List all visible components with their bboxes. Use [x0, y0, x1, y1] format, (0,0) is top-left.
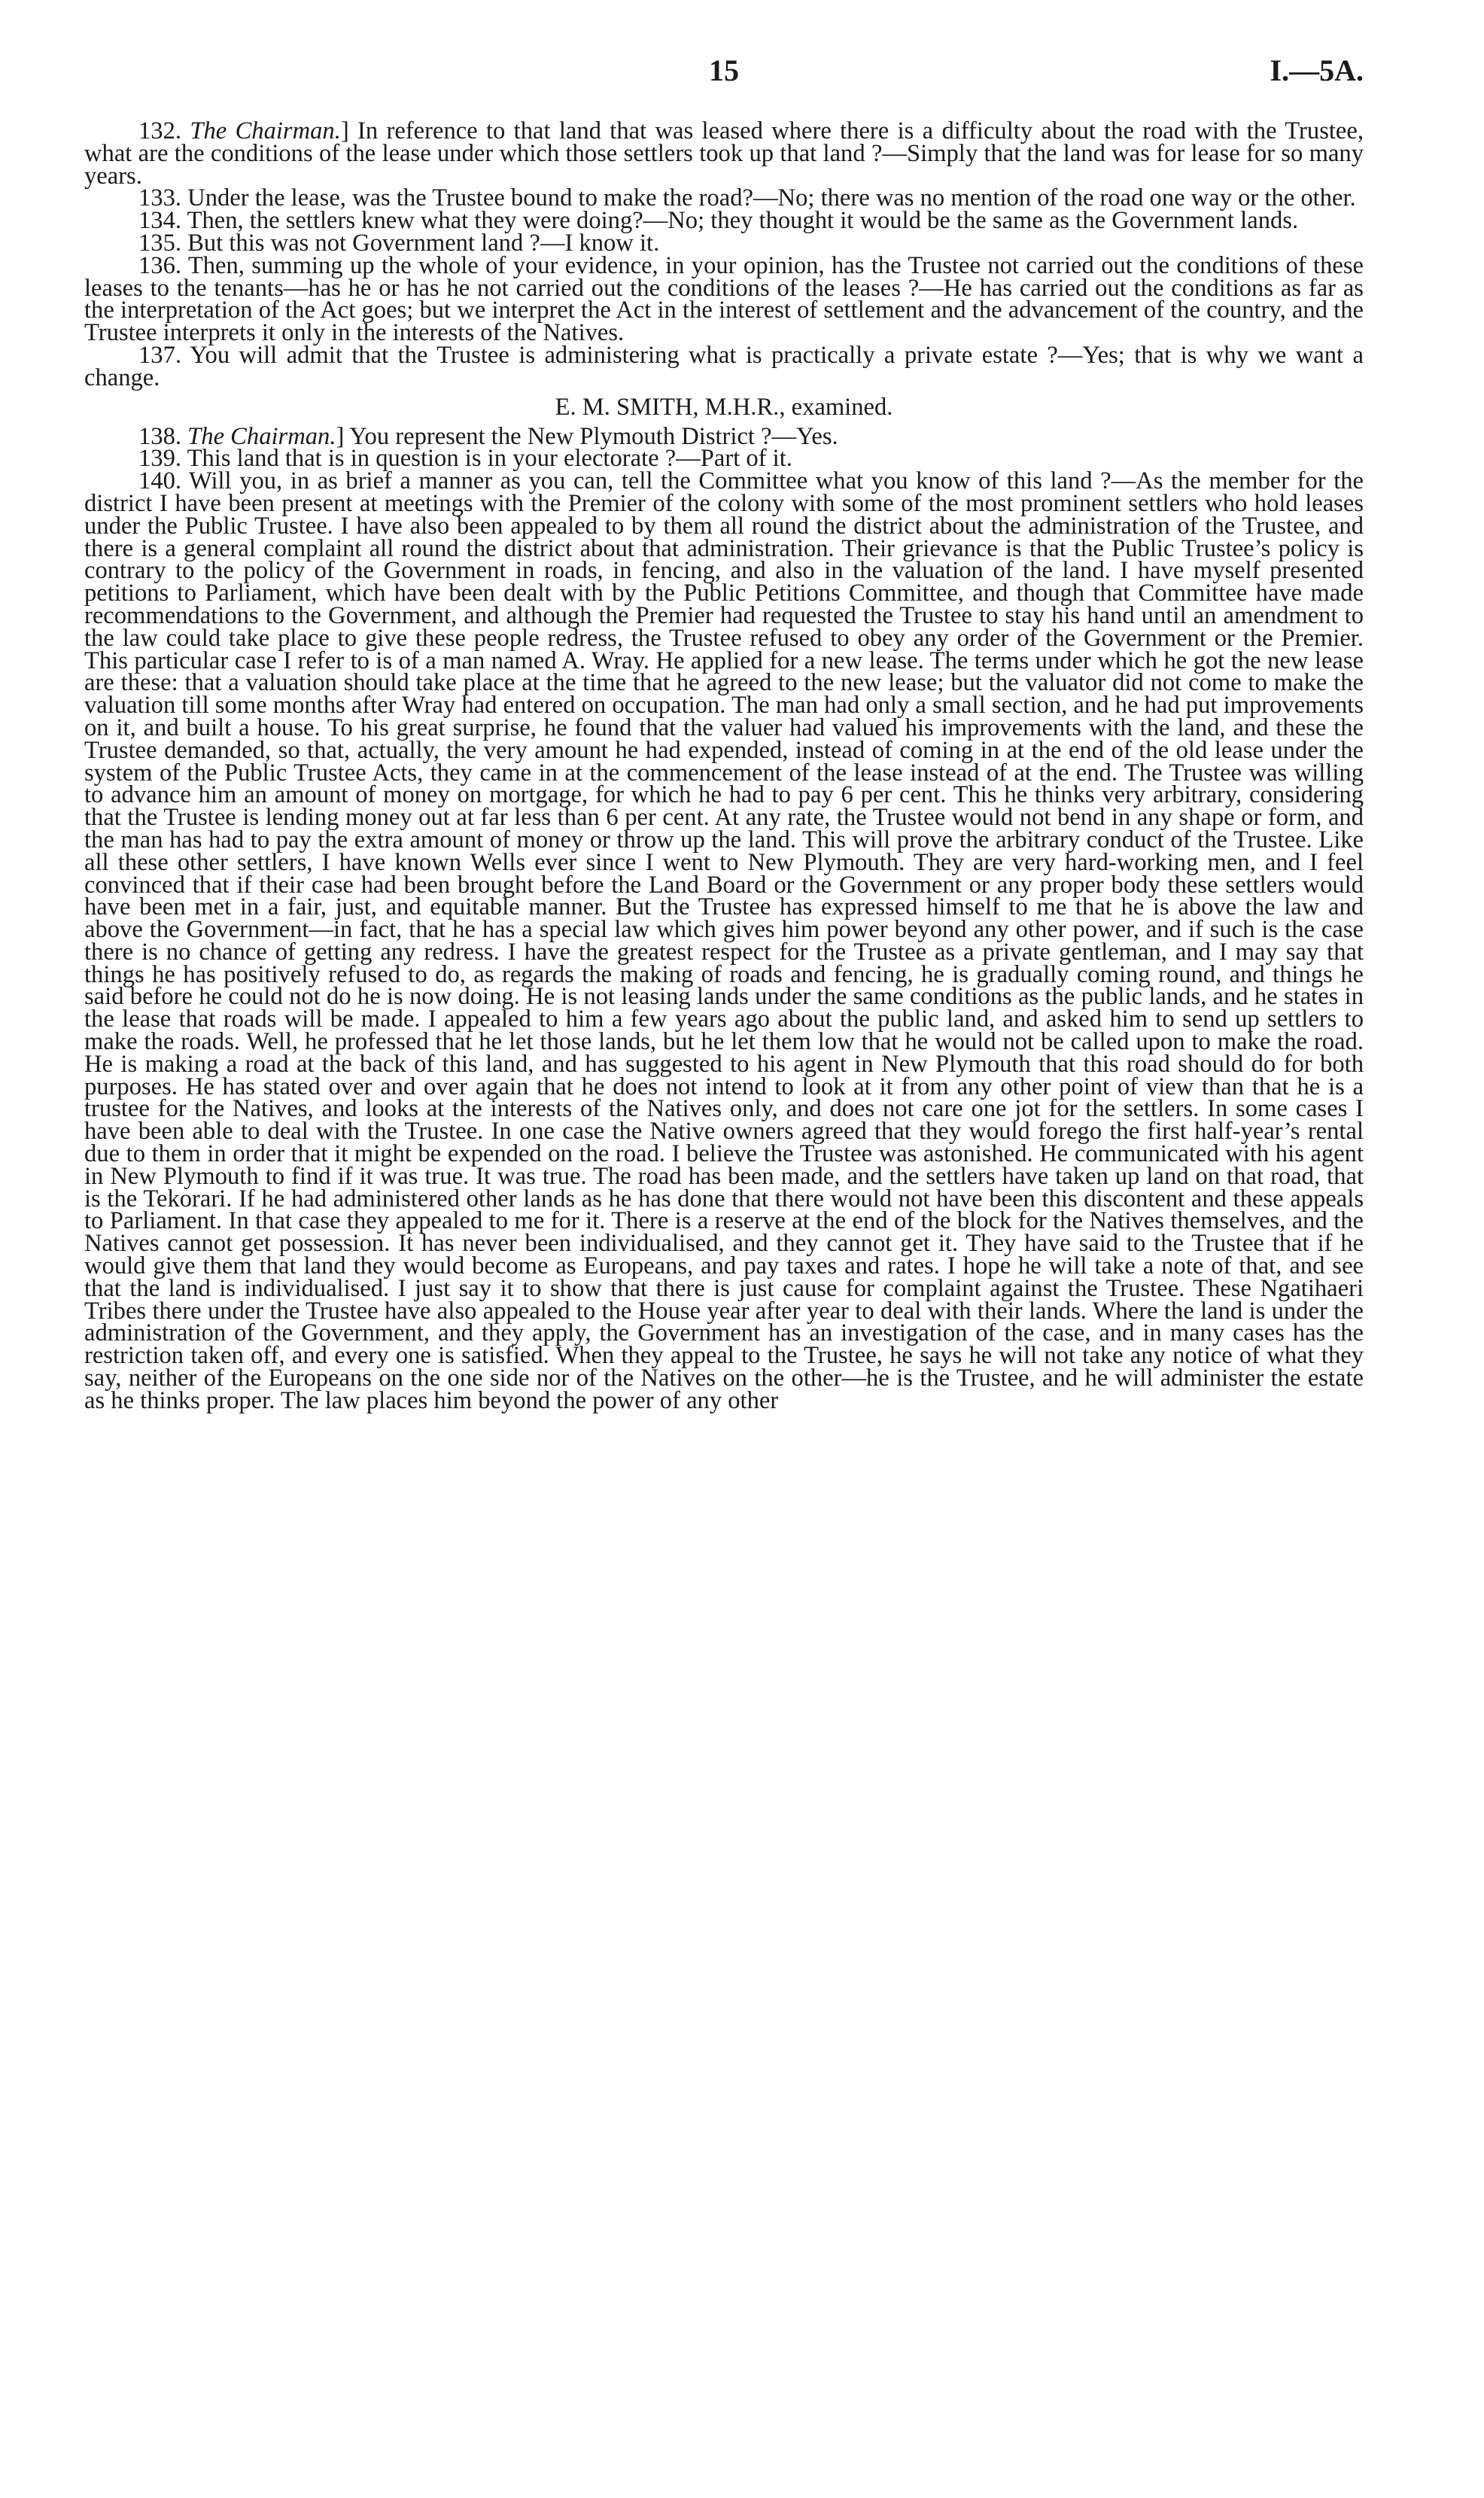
paragraph-number: 139.: [138, 445, 182, 473]
paragraph-137: [84, 341, 1364, 391]
paragraph-number: 140.: [138, 467, 182, 495]
page-header: [84, 53, 1364, 120]
paragraph-text: Under the lease, was the Trustee bound to make the road?—No; there was no mention of the road one way or the other.: [187, 184, 1356, 212]
paragraph-number: 135.: [138, 229, 182, 257]
speaker-name: The Chairman.: [187, 422, 336, 450]
paragraph-text: This land that is in question is in your electorate ?—Part of it.: [187, 445, 792, 473]
paragraph-number: 137.: [138, 341, 182, 369]
body-text: [84, 117, 1364, 1414]
speaker-name: The Chairman.: [190, 117, 341, 145]
paragraph-text: ] In reference to that land that was leased where there is a difficulty about the road with the Trustee, what are the conditions of the lease under which those settlers took up that land ?—Simply that the land was for lease for so many years.: [84, 117, 1364, 190]
paragraph-text: But this was not Government land ?—I know it.: [187, 229, 660, 257]
paragraph-text: Then, the settlers knew what they were doing?—No; they thought it would be the same as the Government lands.: [187, 207, 1299, 235]
paragraph-text: ] You represent the New Plymouth District ?—Yes.: [336, 422, 838, 450]
paragraph-number: 138.: [138, 422, 182, 450]
section-heading: E. M. SMITH, M.H.R., examined.: [555, 393, 893, 421]
paragraph-140: [84, 467, 1364, 1414]
paragraph-136: [84, 251, 1364, 347]
paragraph-text: Will you, in as brief a manner as you can, tell the Committee what you know of this land ?—As the member for the district I have been present at meetings with the Premier of the colony with some of the most prominent settlers who hold leases under the Public Trustee. I have also been appealed to by them all round the district about the administration of the Trustee, and there is a general complaint all round the district about that administration. Their grievance is that the Public Trustee’s policy is contrary to the policy of the Government in roads, in fencing, and also in the valuation of the land. I have myself presented petitions to Parliament, which have been dealt with by the Public Petitions Committee, and though that Committee have made recommendations to the Government, and although the Premier had requested the Trustee to stay his hand until an amendment to the law could take place to give these people redress, the Trustee refused to obey any order of the Government or the Premier. This particular case I refer to is of a man named A. Wray. He applied for a new lease. The terms under which he got the new lease are these: that a valuation should take place at the time that he agreed to the new lease; but the valuator did not come to make the valuation till some months after Wray had entered on occupation. The man had only a small section, and he had put improvements on it, and built a house. To his great surprise, he found that the valuer had valued his improvements with the land, and these the Trustee demanded, so that, actually, the very amount he had expended, instead of coming in at the end of the old lease under the system of the Public Trustee Acts, they came in at the commencement of the lease instead of at the end. The Trustee was willing to advance him an amount of money on mortgage, for which he had to pay 6 per cent. This he thinks very arbitrary, considering that the Trustee is lending money out at far less than 6 per cent. At any rate, the Trustee would not bend in any shape or form, and the man has had to pay the extra amount of money or throw up the land. This will prove the arbitrary conduct of the Trustee. Like all these other settlers, I have known Wells ever since I went to New Plymouth. They are very hard-working men, and I feel convinced that if their case had been brought before the Land Board or the Government or any proper body these settlers would have been met in a fair, just, and equitable manner. But the Trustee has expressed himself to me that he is above the law and above the Government—in fact, that he has a special law which gives him power beyond any other power, and if such is the case there is no chance of getting any redress. I have the greatest respect for the Trustee as a private gentleman, and I may say that things he has positively refused to do, as regards the making of roads and fencing, he is gradually coming round, and things he said before he could not do he is now doing. He is not leasing lands under the same conditions as the public lands, and he states in the lease that roads will be made. I appealed to him a few years ago about the public land, and asked him to send up settlers to make the roads. Well, he professed that he let those lands, but he let them low that he would not be called upon to make the road. He is making a road at the back of this land, and has suggested to his agent in New Plymouth that this road should do for both purposes. He has stated over and over again that he does not intend to look at it from any other point of view than that he is a trustee for the Natives, and looks at the interests of the Natives only, and does not care one jot for the settlers. In some cases I have been able to deal with the Trustee. In one case the Native owners agreed that they would forego the first half-year’s rental due to them in order that it might be expended on the road. I believe the Trustee was astonished. He communicated with his agent in New Plymouth to find if it was true. It was true. The road has been made, and the settlers have taken up land on that road, that is the Tekorari. If he had administered other lands as he has done that there would not have been this discontent and these appeals to Parliament. In that case they appealed to me for it. There is a reserve at the end of the block for the Natives themselves, and the Natives cannot get possession. It has never been individualised, and they cannot get it. They have said to the Trustee that if he would give them that land they would become as Europeans, and pay taxes and rates. I hope he will take a note of that, and see that the land is individualised. I just say it to show that there is just cause for complaint against the Trustee. These Ngatihaeri Tribes there under the Trustee have also appealed to the House year after year to deal with their lands. Where the land is under the administration of the Government, and they apply, the Government has an investigation of the case, and in many cases has the restriction taken off, and every one is satisfied. When they appeal to the Trustee, he says he will not take any notice of what they say, neither of the Europeans on the one side nor of the Natives on the other—he is the Trustee, and he will administer the estate as he thinks proper. The law places him beyond the power of any other: [84, 467, 1364, 1414]
paragraph-number: 136.: [138, 251, 182, 279]
paragraph-number: 132.: [138, 117, 182, 145]
document-reference: I.—5A.: [1270, 53, 1364, 87]
paragraph-number: 134.: [138, 207, 182, 235]
paragraph-132: [84, 117, 1364, 190]
page-number: 15: [709, 53, 739, 87]
paragraph-number: 133.: [138, 184, 182, 212]
paragraph-text: You will admit that the Trustee is administering what is practically a private estate ?—Yes; that is why we want a change.: [84, 341, 1364, 391]
paragraph-text: Then, summing up the whole of your evidence, in your opinion, has the Trustee not carried out the conditions of these leases to the tenants—has he or has he not carried out the conditions of the leases ?—He has carried out the conditions as far as the interpretation of the Act goes; but we interpret the Act in the interest of settlement and the advancement of the country, and the Trustee interprets it only in the interests of the Natives.: [84, 251, 1364, 347]
